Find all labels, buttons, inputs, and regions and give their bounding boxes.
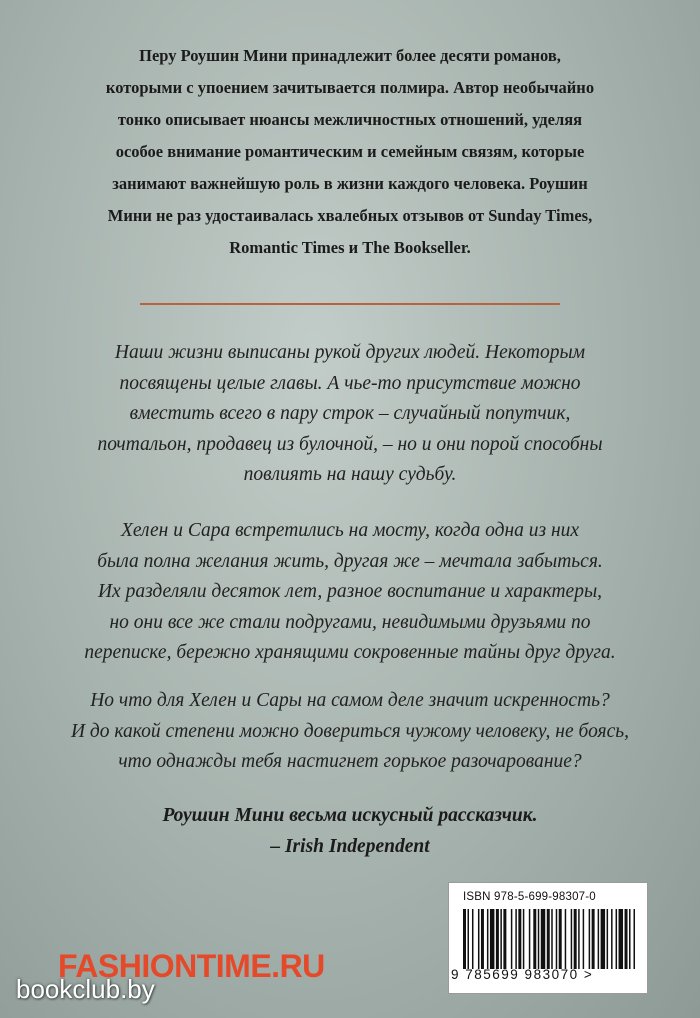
barcode-bar bbox=[625, 909, 628, 969]
barcode-bar bbox=[490, 909, 494, 969]
blurb-line: посвящены целые главы. А чье-то присутствие можно bbox=[119, 372, 581, 394]
review-quote-text: Роушин Мини весьма искусный рассказчик. bbox=[162, 805, 538, 826]
blurb-line: Наши жизни выписаны рукой других людей. Некоторым bbox=[114, 342, 586, 363]
barcode-bar bbox=[592, 909, 595, 969]
blurb-line: переписке, бережно хранящими сокровенные тайны друг друга. bbox=[84, 642, 616, 663]
blurb-line: но они все же стали подругами, невидимыми друзьями по bbox=[109, 611, 591, 633]
author-bio bbox=[60, 40, 640, 264]
author-bio-line: Romantic Times и The Bookseller. bbox=[229, 238, 471, 257]
author-bio-line: которыми с упоением зачитывается полмира. Автор необычайно bbox=[105, 78, 595, 97]
barcode-bar bbox=[571, 909, 573, 969]
isbn-number: ISBN 978-5-699-98307-0 bbox=[463, 891, 596, 903]
blurb-line: почтальон, продавец из булочной, – но и они порой способны bbox=[97, 433, 603, 455]
barcode-bar bbox=[523, 909, 525, 969]
barcode-bar bbox=[565, 909, 567, 969]
review-quote-source: – Irish Independent bbox=[270, 836, 430, 857]
barcode-bar bbox=[463, 909, 466, 969]
blurb-line: Их разделяли десяток лет, разное воспитание и характеры, bbox=[97, 581, 603, 602]
section-divider bbox=[140, 303, 560, 305]
blurb-line: была полна желания жить, другая же – мечтала забыться. bbox=[97, 550, 603, 572]
barcode-bar bbox=[611, 909, 613, 969]
barcode-bar bbox=[578, 909, 580, 969]
blurb-line: И до какой степени можно довериться чужому человеку, не боясь, bbox=[70, 720, 630, 742]
barcode-bar bbox=[607, 909, 609, 969]
blurb-line: Но что для Хелен и Сары на самом деле значит искренность? bbox=[90, 690, 610, 711]
blurb-paragraph-1 bbox=[40, 338, 660, 491]
blurb-line: Хелен и Сара встретились на мосту, когда одна из них bbox=[120, 520, 580, 541]
barcode-bar bbox=[556, 909, 558, 969]
author-bio-line: тонко описывает нюансы межличностных отношений, уделяя bbox=[117, 110, 583, 129]
barcode-bar bbox=[616, 909, 618, 969]
barcode-bar bbox=[518, 909, 521, 969]
barcode-bar bbox=[500, 909, 502, 969]
barcode-bar bbox=[551, 909, 553, 969]
review-quote bbox=[40, 800, 660, 862]
author-bio-line: особое внимание романтическим и семейным связям, которые bbox=[115, 142, 585, 161]
barcode-bar bbox=[481, 909, 484, 969]
barcode-bar bbox=[547, 909, 550, 969]
barcode-bar bbox=[538, 909, 540, 969]
blurb-line: что однажды тебя настигнет горькое разочарование? bbox=[118, 751, 582, 772]
barcode-bar bbox=[533, 909, 536, 969]
barcode-graphic bbox=[463, 909, 635, 969]
barcode-bar bbox=[629, 909, 631, 969]
author-bio-line: занимают важнейшую роль в жизни каждого человека. Роушин bbox=[112, 174, 588, 193]
barcode-bar bbox=[634, 909, 636, 969]
barcode-bar bbox=[515, 909, 517, 969]
barcode-bar bbox=[487, 909, 489, 969]
author-bio-line: Перу Роушин Мини принадлежит более десяти романов, bbox=[139, 46, 561, 65]
barcode-bar bbox=[598, 909, 600, 969]
author-bio-line: Мини не раз удостаивалась хвалебных отзывов от Sunday Times, bbox=[107, 206, 593, 225]
blurb-line: повлиять на нашу судьбу. bbox=[243, 464, 457, 485]
barcode-bar bbox=[619, 909, 623, 969]
barcode-bar bbox=[467, 909, 469, 969]
blurb-paragraph-3 bbox=[40, 686, 660, 778]
barcode-bar bbox=[601, 909, 605, 969]
blurb-paragraph-2 bbox=[40, 516, 660, 669]
isbn-barcode-panel bbox=[448, 882, 648, 994]
barcode-bar bbox=[511, 909, 513, 969]
barcode-bar bbox=[496, 909, 499, 969]
barcode-bar bbox=[574, 909, 577, 969]
blurb-line: вместить всего в пару строк – случайный попутчик, bbox=[129, 403, 571, 424]
barcode-bar bbox=[541, 909, 545, 969]
bookclub-watermark: bookclub.by bbox=[16, 974, 155, 1004]
barcode-bar bbox=[559, 909, 562, 969]
barcode-bar bbox=[472, 909, 474, 969]
barcode-bar bbox=[583, 909, 585, 969]
barcode-bar bbox=[503, 909, 506, 969]
barcode-bar bbox=[529, 909, 531, 969]
barcode-bar bbox=[478, 909, 480, 969]
fashiontime-logo: FASHIONTIME.RU bbox=[58, 948, 325, 984]
barcode-digits: 9 785699 983070 > bbox=[451, 967, 594, 982]
barcode-bar bbox=[589, 909, 591, 969]
